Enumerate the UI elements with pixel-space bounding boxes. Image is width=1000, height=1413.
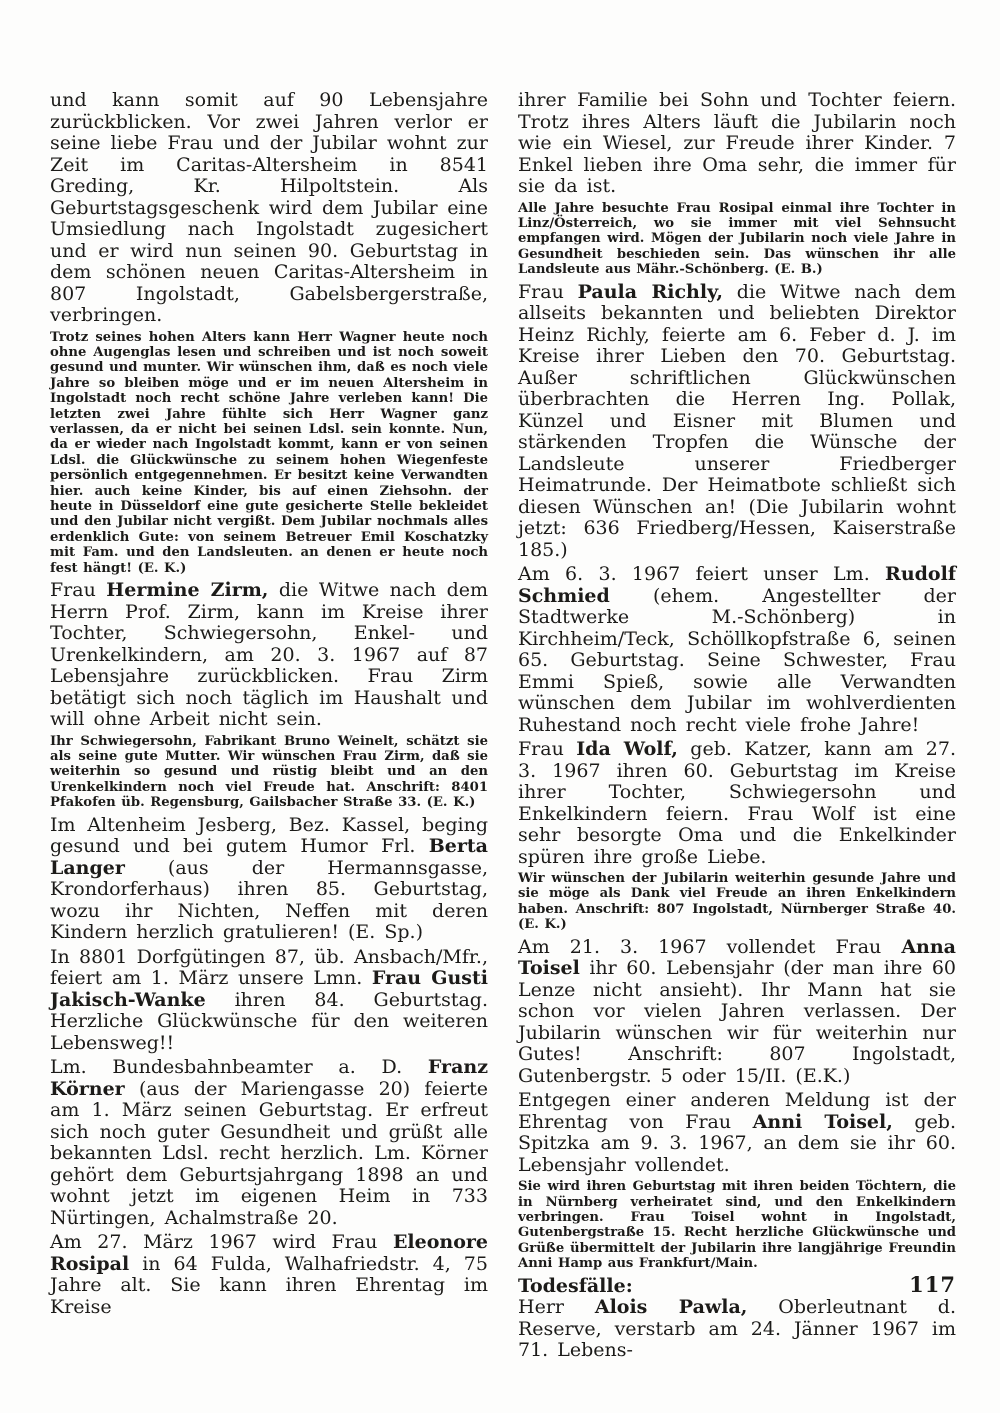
text-run: Im Altenheim Jesberg, Bez. Kassel, beging gesund und bei gutem Humor Frl. [50,813,488,858]
text-run: In 8801 Dorfgütingen 87, üb. Ansbach/Mfr., feiert am 1. März unsere Lmn. [50,945,488,990]
article-paragraph [518,564,956,736]
text-run: Entgegen einer anderen Meldung ist der Ehrentag von Frau [518,1089,956,1133]
editorial-note [518,1179,956,1271]
article-paragraph [518,937,956,1088]
person-name: Paula Richly, [577,280,723,303]
text-run: (ehem. Angestellter der Stadtwerke M.-Schönberg) in Kirchheim/Teck, Schöllkopfstraße 6, seinen 65. Geburtstag. Seine Schwester, Frau Emmi Spieß, sowie alle Verwandten wünschen dem Jubilar im wohlverdienten Ruhestand noch recht viele frohe Jahre! [518,584,956,736]
person-name: Berta Langer [50,835,488,879]
person-name: Todesfälle: [518,1274,633,1297]
text-run: in 64 Fulda, Walhafriedstr. 4, 75 Jahre alt. Sie kann ihren Ehrentag im Kreise [50,1252,488,1318]
editorial-note [50,734,488,811]
article-paragraph [518,90,956,198]
page-number: 117 [909,1272,956,1297]
person-name: Alois Pawla, [594,1296,748,1319]
text-run: Frau [518,738,577,761]
text-run: die Witwe nach dem allseits bekannten und beliebten Direktor Heinz Richly, feierte am 6. Feber d. J. im Kreise ihrer Lieben den 70. Geburtstag. Außer schriftlichen Glückwünschen überbrachten die Herren Ing. Pollak, Künzel und Eisner mit Blumen und stärkenden Tropfen die Wünsche der Landsleute unserer Friedberger Heimatrunde. Der Heimatbote schließt sich diesen Wünschen an! (Die Jubilarin wohnt jetzt: 636 Friedberg/Hessen, Kaiserstraße 185.) [518,280,956,561]
text-run: Herr [518,1296,595,1319]
text-run: geb. Katzer, kann am 27. 3. 1967 ihren 60. Geburtstag im Kreise ihrer Tochter, Schwiegersohn und Enkelkindern feiern. Frau Wolf ist eine sehr besorgte Oma und die Enkelkinder spüren ihre große Liebe. [518,738,956,868]
person-name: Anna Toisel [518,935,956,980]
text-run: Alle Jahre besuchte Frau Rosipal einmal ihre Tochter in Linz/Österreich, wo sie immer mit viel Sehnsucht empfangen wird. Mögen der Jubilarin noch viele Jahre in Gesundheit beschieden sein. Das wünschen ihr alle Landsleute aus Mähr.-Schönberg. (E. B.) [518,200,956,278]
person-name: Franz Körner [50,1056,488,1100]
person-name: Eleonore Rosipal [50,1231,488,1275]
columns [50,90,956,1365]
article-paragraph [50,580,488,731]
person-name: Hermine Zirm, [106,579,269,601]
editorial-note [518,201,956,278]
text-run: und kann somit auf 90 Lebensjahre zurückblicken. Vor zwei Jahren verlor er seine liebe Frau und der Jubilar wohnt zur Zeit im Caritas-Altersheim in 8541 Greding, Kr. Hilpoltstein. Als Geburtstagsgeschenk wird dem Jubilar eine Umsiedlung nach Ingolstadt zugesichert und er wird nun seinen 90. Geburtstag in dem schönen neuen Caritas-Altersheim in 807 Ingolstadt, Gabelsbergerstraße, verbringen. [50,89,488,326]
text-run: Frau [518,280,578,303]
text-run: ihren 84. Geburtstag. Herzliche Glückwünsche für den weiteren Lebensweg!! [50,988,488,1054]
text-run: Frau [50,579,107,601]
right-column [518,90,956,1365]
text-run: geb. Spitzka am 9. 3. 1967, an dem sie ihr 60. Lebensjahr vollendet. [518,1110,957,1176]
left-column [50,90,488,1365]
text-run: (aus der Mariengasse 20) feierte am 1. März seinen Geburtstag. Er erfreut sich noch guter Gesundheit und grüßt alle bekannten Ldsl. recht herzlich. Lm. Körner gehört dem Geburtsjahrgang 1898 an und wohnt jetzt im eigenen Heim in 733 Nürtingen, Achalmstraße 20. [50,1077,488,1229]
person-name: Anni Toisel, [752,1110,893,1133]
text-run: Wir wünschen der Jubilarin weiterhin gesunde Jahre und sie möge als Dank viel Freude an ihren Enkelkindern haben. Anschrift: 807 Ingolstadt, Nürnberger Straße 40. (E. K.) [518,871,956,933]
editorial-note [50,330,488,577]
article-paragraph [518,739,956,868]
text-run: Sie wird ihren Geburtstag mit ihren beiden Töchtern, die in Nürnberg verheiratet sind, und den Enkelkindern verbringen. Frau Toisel wohnt in Ingolstadt, Gutenbergstraße 15. Recht herzliche Glückwünsche und Grüße übermittelt der Jubilarin ihre langjährige Freundin Anni Hamp aus Frankfurt/Main. [518,1179,956,1272]
article-paragraph [50,815,488,944]
article-paragraph [50,1057,488,1229]
text-run: Ihr Schwiegersohn, Fabrikant Bruno Weinelt, schätzt sie als seine gute Mutter. Wir wünschen Frau Zirm, daß sie weiterhin so gesund und rüstig bleibt und an den Urenkelkindern noch viel Freude hat. Anschrift: 8401 Pfakofen üb. Regensburg, Gailsbacher Straße 33. (E. K.) [50,733,488,811]
person-name: Rudolf Schmied [518,563,956,607]
article-paragraph [50,947,488,1055]
article-paragraph [518,1297,956,1362]
person-name: Frau Gusti Jakisch-Wanke [50,967,489,1011]
text-run: (aus der Hermannsgasse, Krondorferhaus) ihren 85. Geburtstag, wozu ihr Nichten, Neffen mit deren Kindern herzlich gratulieren! (E. Sp.) [50,856,488,944]
text-run: ihrer Familie bei Sohn und Tochter feiern. Trotz ihres Alters läuft die Jubilarin noch wie ein Wiesel, zur Freude ihrer Kinder. 7 Enkel lieben ihre Oma sehr, die immer für sie da ist. [518,89,956,197]
article-paragraph [50,90,488,327]
text-run: Am 21. 3. 1967 vollendet Frau [518,935,902,958]
text-run: Lm. Bundesbahnbeamter a. D. [50,1056,428,1079]
editorial-note [518,871,956,933]
text-run: Am 27. März 1967 wird Frau [50,1231,393,1254]
text-run: Oberleutnant d. Reserve, verstarb am 24. Jänner 1967 im 71. Lebens- [518,1296,956,1362]
text-run: die Witwe nach dem Herrn Prof. Zirm, kann im Kreise ihrer Tochter, Schwiegersohn, Enkel- und Urenkelkindern, am 20. 3. 1967 auf 87 Lebensjahre zurückblicken. Frau Zirm betätigt sich noch täglich im Haushalt und will ohne Arbeit nicht sein. [50,579,488,730]
person-name: Ida Wolf, [576,738,678,761]
article-paragraph [518,282,956,562]
text-run: Trotz seines hohen Alters kann Herr Wagner heute noch ohne Augenglas lesen und schreiben und ist noch soweit gesund und munter. Wir wünschen ihm, daß es noch viele Jahre so bleiben möge und er im neuen Altersheim in Ingolstadt noch recht schöne Jahre verleben kann! Die letzten zwei Jahre fühlte sich Herr Wagner ganz verlassen, da er nicht bei seinen Ldsl. sein konnte. Nun, da er wieder nach Ingolstadt kommt, kann er von seinen Ldsl. die Glückwünsche zu seinem hohen Wiegenfeste persönlich entgegennehmen. Er besitzt keine Verwandten hier. auch keine Kinder, bis auf einen Ziehsohn. der heute in Düsseldorf eine gute gesicherte Stelle bekleidet und den Jubilar nicht vergißt. Dem Jubilar nochmals alles erdenklich Gute: von seinem Betreuer Emil Koschatzky mit Fam. und den Landsleuten. an denen er heute noch fest hängt! (E. K.) [50,329,488,576]
article-paragraph [518,1090,956,1176]
text-run: Am 6. 3. 1967 feiert unser Lm. [518,563,886,586]
text-run: ihr 60. Lebensjahr (der man ihre 60 Lenze nicht ansieht). Ihr Mann hat sie schon vor vielen Jahren verlassen. Der Jubilarin wünschen wir für weiterhin nur Gutes! Anschrift: 807 Ingolstadt, Gutenbergstr. 5 oder 15/II. (E.K.) [518,957,956,1087]
